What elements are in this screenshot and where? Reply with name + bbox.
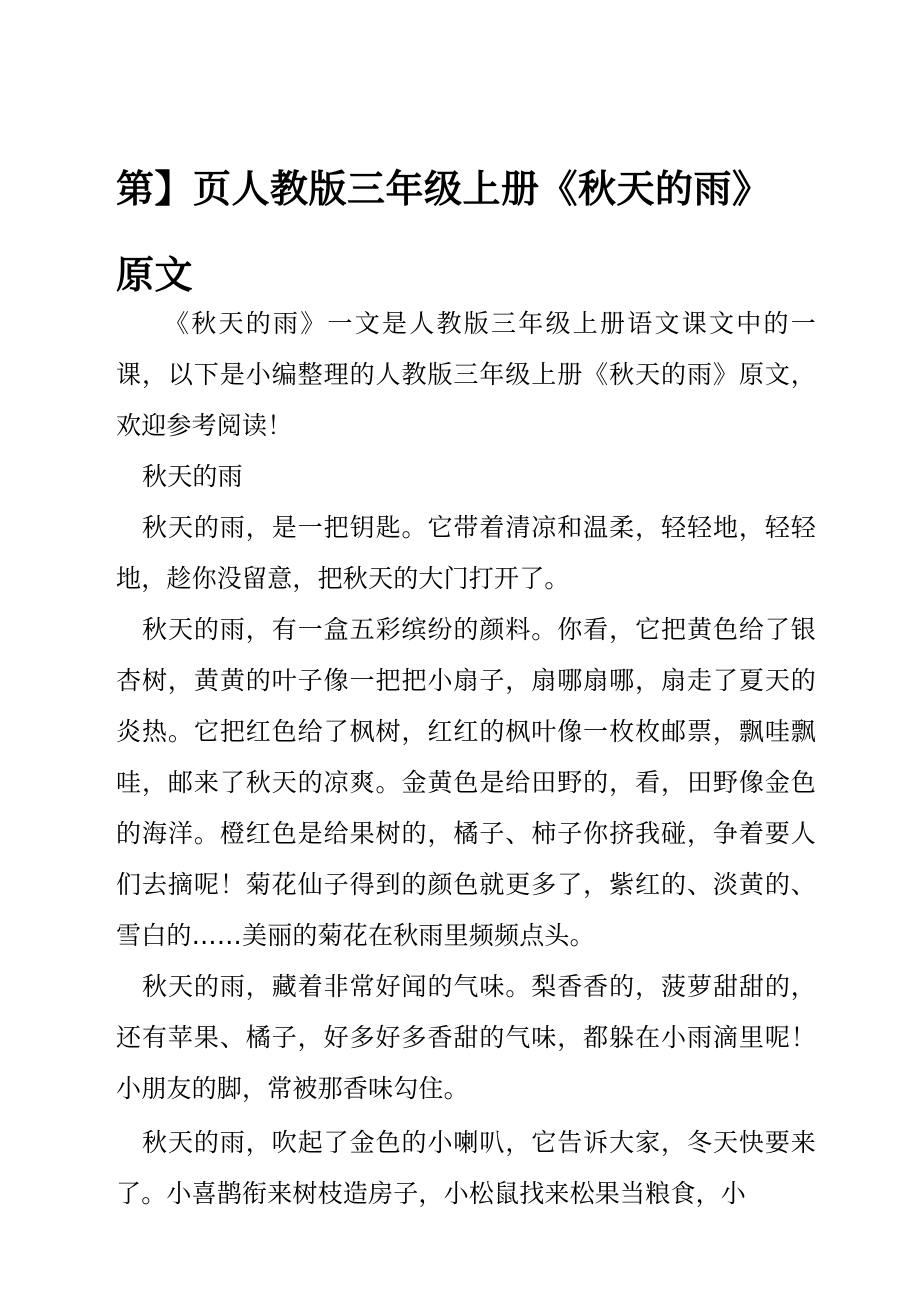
intro-paragraph: 《秋天的雨》一文是人教版三年级上册语文课文中的一课，以下是小编整理的人教版三年级上册《秋天的雨》原文，欢迎参考阅读！ xyxy=(116,309,816,440)
poem-title: 秋天的雨 xyxy=(142,462,243,491)
body-paragraph-1: 秋天的雨，是一把钥匙。它带着清凉和温柔，轻轻地，轻轻地，趁你没留意，把秋天的大门打开了。 xyxy=(116,513,816,593)
body-paragraph-3: 秋天的雨，藏着非常好闻的气味。梨香香的，菠萝甜甜的，还有苹果、橘子，好多好多香甜的气味，都躲在小雨滴里呢！小朋友的脚，常被那香味勾住。 xyxy=(116,972,816,1103)
body-paragraph-4: 秋天的雨，吹起了金色的小喇叭，它告诉大家，冬天快要来了。小喜鹊衔来树枝造房子，小松鼠找来松果当粮食，小 xyxy=(116,1128,816,1208)
document-title: 第】页人教版三年级上册《秋天的雨》原文 xyxy=(116,167,771,297)
body-paragraph-2: 秋天的雨，有一盒五彩缤纷的颜料。你看，它把黄色给了银杏树，黄黄的叶子像一把把小扇子，扇哪扇哪，扇走了夏天的炎热。它把红色给了枫树，红红的枫叶像一枚枚邮票，飘哇飘哇，邮来了秋天的凉爽。金黄色是给田野的，看，田野像金色的海洋。橙红色是给果树的，橘子、柿子你挤我碰，争着要人们去摘呢！菊花仙子得到的颜色就更多了，紫红的、淡黄的、雪白的……美丽的菊花在秋雨里频频点头。 xyxy=(116,615,816,950)
document-body xyxy=(116,298,816,1219)
